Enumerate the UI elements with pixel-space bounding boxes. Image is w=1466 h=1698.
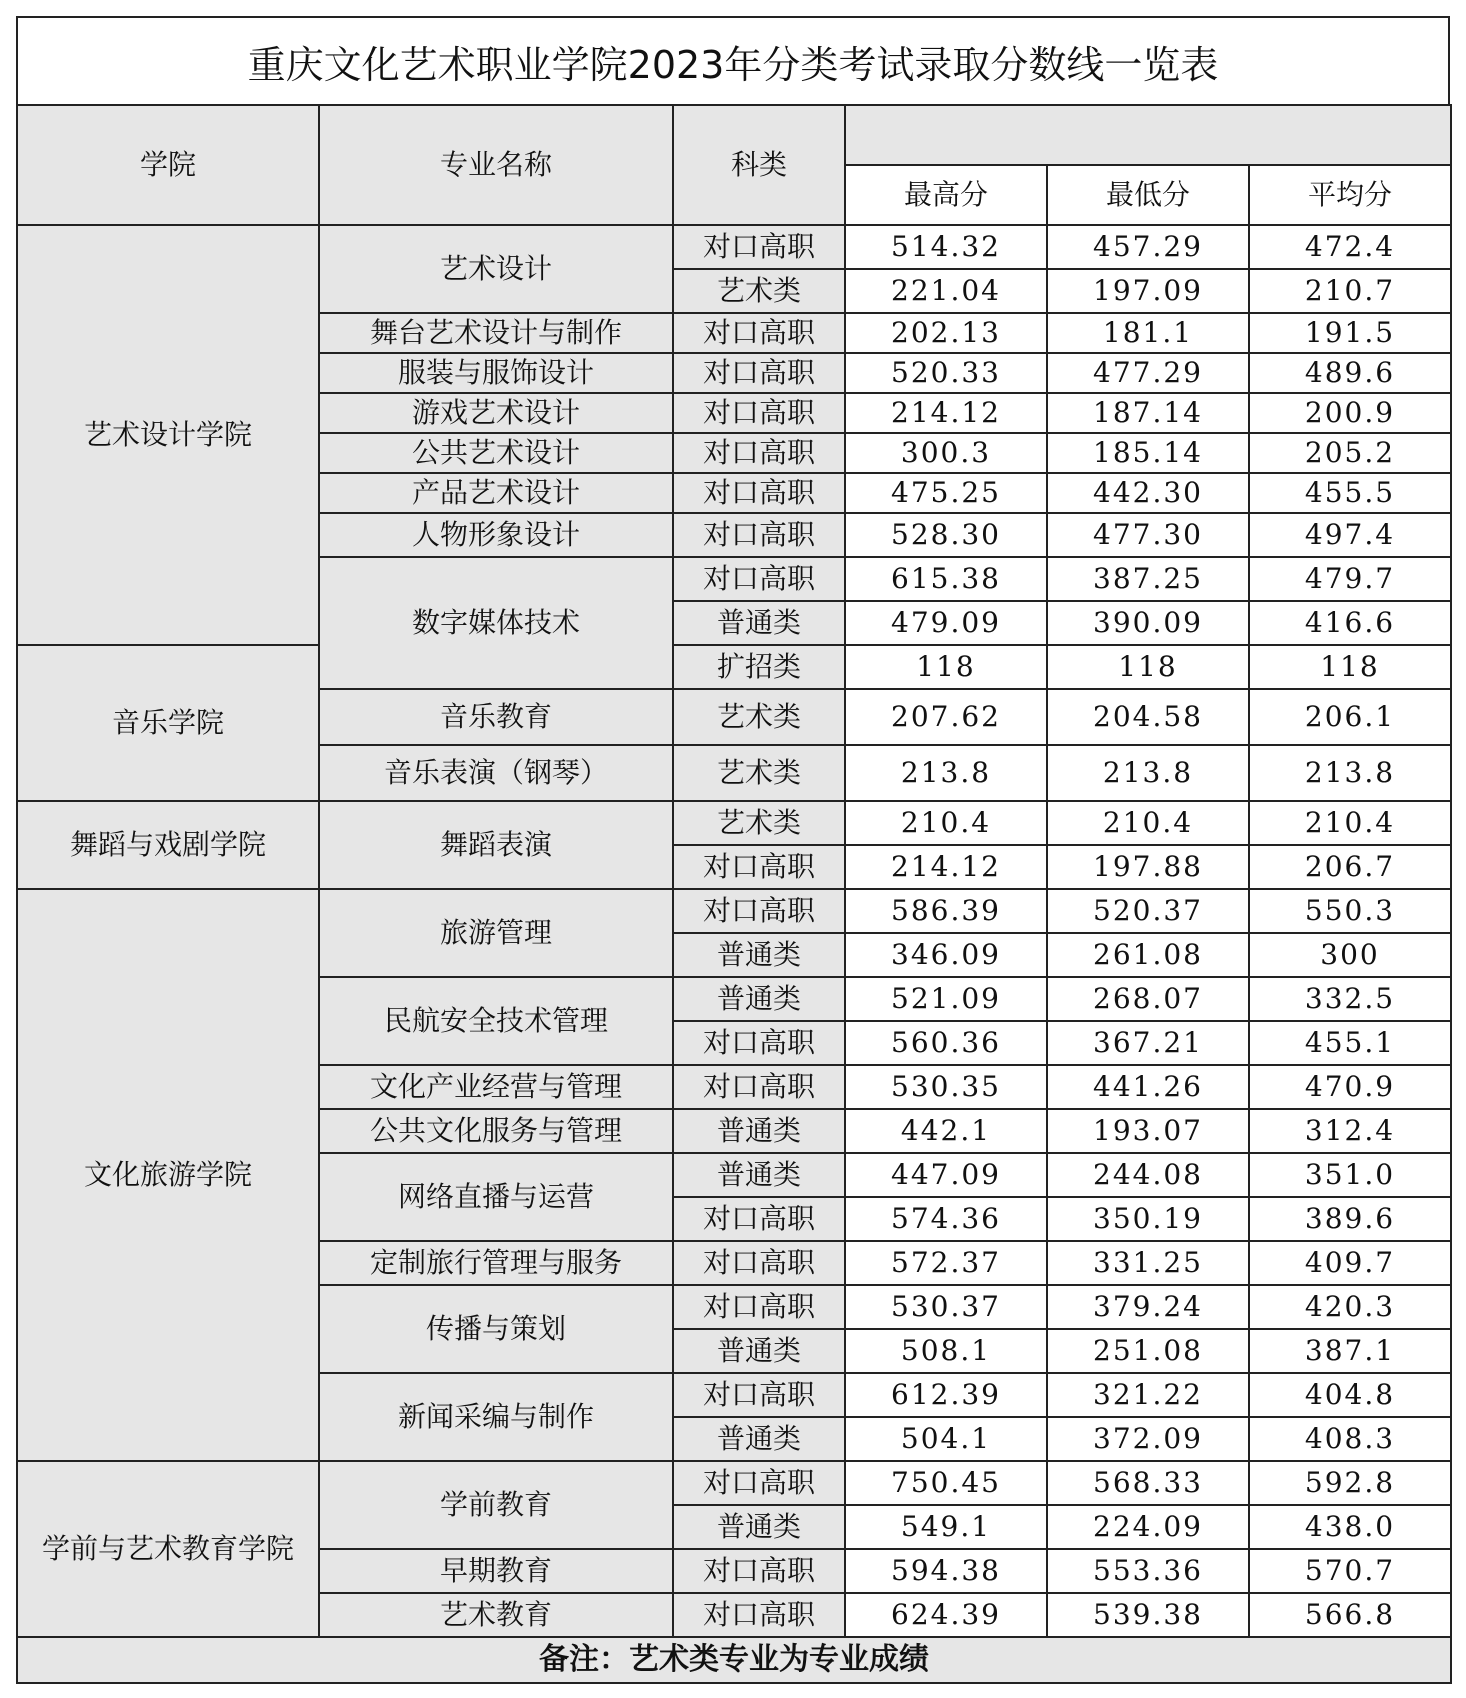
category-cell: 艺术类	[673, 689, 845, 745]
avg-cell: 332.5	[1249, 977, 1451, 1021]
min-cell: 379.24	[1047, 1285, 1249, 1329]
note-row	[17, 1637, 1451, 1683]
major-cell: 音乐表演（钢琴）	[319, 745, 673, 801]
category-cell: 对口高职	[673, 393, 845, 433]
avg-cell: 479.7	[1249, 557, 1451, 601]
min-cell: 553.36	[1047, 1549, 1249, 1593]
major-cell: 民航安全技术管理	[319, 977, 673, 1065]
min-cell: 539.38	[1047, 1593, 1249, 1637]
category-cell: 普通类	[673, 1329, 845, 1373]
major-cell: 数字媒体技术	[319, 557, 673, 689]
min-cell: 268.07	[1047, 977, 1249, 1021]
min-cell: 372.09	[1047, 1417, 1249, 1461]
major-cell: 音乐教育	[319, 689, 673, 745]
avg-cell: 351.0	[1249, 1153, 1451, 1197]
max-cell: 572.37	[845, 1241, 1047, 1285]
avg-cell: 210.4	[1249, 801, 1451, 845]
avg-cell: 550.3	[1249, 889, 1451, 933]
max-cell: 346.09	[845, 933, 1047, 977]
category-cell: 对口高职	[673, 1065, 845, 1109]
header-min: 最低分	[1047, 165, 1249, 225]
min-cell: 367.21	[1047, 1021, 1249, 1065]
major-cell: 人物形象设计	[319, 513, 673, 557]
min-cell: 118	[1047, 645, 1249, 689]
category-cell: 对口高职	[673, 225, 845, 269]
min-cell: 181.1	[1047, 313, 1249, 353]
min-cell: 210.4	[1047, 801, 1249, 845]
max-cell: 528.30	[845, 513, 1047, 557]
max-cell: 530.37	[845, 1285, 1047, 1329]
min-cell: 331.25	[1047, 1241, 1249, 1285]
max-cell: 202.13	[845, 313, 1047, 353]
major-cell: 网络直播与运营	[319, 1153, 673, 1241]
min-cell: 520.37	[1047, 889, 1249, 933]
category-cell: 对口高职	[673, 1461, 845, 1505]
major-cell: 早期教育	[319, 1549, 673, 1593]
avg-cell: 387.1	[1249, 1329, 1451, 1373]
category-cell: 普通类	[673, 601, 845, 645]
max-cell: 574.36	[845, 1197, 1047, 1241]
college-cell: 舞蹈与戏剧学院	[17, 801, 319, 889]
category-cell: 对口高职	[673, 845, 845, 889]
max-cell: 214.12	[845, 393, 1047, 433]
major-cell: 定制旅行管理与服务	[319, 1241, 673, 1285]
category-cell: 扩招类	[673, 645, 845, 689]
avg-cell: 592.8	[1249, 1461, 1451, 1505]
max-cell: 221.04	[845, 269, 1047, 313]
max-cell: 504.1	[845, 1417, 1047, 1461]
min-cell: 204.58	[1047, 689, 1249, 745]
major-cell: 旅游管理	[319, 889, 673, 977]
category-cell: 对口高职	[673, 313, 845, 353]
avg-cell: 438.0	[1249, 1505, 1451, 1549]
min-cell: 457.29	[1047, 225, 1249, 269]
header-college: 学院	[17, 105, 319, 225]
major-cell: 舞台艺术设计与制作	[319, 313, 673, 353]
college-cell: 文化旅游学院	[17, 889, 319, 1461]
min-cell: 197.09	[1047, 269, 1249, 313]
avg-cell: 409.7	[1249, 1241, 1451, 1285]
avg-cell: 408.3	[1249, 1417, 1451, 1461]
table-row	[17, 1461, 1451, 1505]
header-max: 最高分	[845, 165, 1047, 225]
min-cell: 350.19	[1047, 1197, 1249, 1241]
max-cell: 118	[845, 645, 1047, 689]
min-cell: 224.09	[1047, 1505, 1249, 1549]
avg-cell: 416.6	[1249, 601, 1451, 645]
avg-cell: 570.7	[1249, 1549, 1451, 1593]
avg-cell: 497.4	[1249, 513, 1451, 557]
category-cell: 普通类	[673, 1505, 845, 1549]
avg-cell: 213.8	[1249, 745, 1451, 801]
max-cell: 624.39	[845, 1593, 1047, 1637]
college-cell: 音乐学院	[17, 645, 319, 801]
avg-cell: 206.1	[1249, 689, 1451, 745]
max-cell: 214.12	[845, 845, 1047, 889]
major-cell: 舞蹈表演	[319, 801, 673, 889]
major-cell: 艺术设计	[319, 225, 673, 313]
avg-cell: 191.5	[1249, 313, 1451, 353]
max-cell: 479.09	[845, 601, 1047, 645]
avg-cell: 118	[1249, 645, 1451, 689]
major-cell: 公共艺术设计	[319, 433, 673, 473]
college-cell: 学前与艺术教育学院	[17, 1461, 319, 1637]
min-cell: 251.08	[1047, 1329, 1249, 1373]
min-cell: 185.14	[1047, 433, 1249, 473]
major-cell: 传播与策划	[319, 1285, 673, 1373]
max-cell: 447.09	[845, 1153, 1047, 1197]
max-cell: 210.4	[845, 801, 1047, 845]
category-cell: 普通类	[673, 977, 845, 1021]
table-title: 重庆文化艺术职业学院2023年分类考试录取分数线一览表	[16, 16, 1450, 106]
category-cell: 对口高职	[673, 1285, 845, 1329]
category-cell: 普通类	[673, 1417, 845, 1461]
category-cell: 对口高职	[673, 889, 845, 933]
avg-cell: 205.2	[1249, 433, 1451, 473]
max-cell: 514.32	[845, 225, 1047, 269]
max-cell: 586.39	[845, 889, 1047, 933]
max-cell: 520.33	[845, 353, 1047, 393]
major-cell: 产品艺术设计	[319, 473, 673, 513]
category-cell: 对口高职	[673, 473, 845, 513]
category-cell: 普通类	[673, 933, 845, 977]
table-row	[17, 801, 1451, 845]
min-cell: 442.30	[1047, 473, 1249, 513]
header-avg: 平均分	[1249, 165, 1451, 225]
major-cell: 新闻采编与制作	[319, 1373, 673, 1461]
min-cell: 477.29	[1047, 353, 1249, 393]
category-cell: 普通类	[673, 1109, 845, 1153]
min-cell: 193.07	[1047, 1109, 1249, 1153]
category-cell: 对口高职	[673, 1197, 845, 1241]
header-category: 科类	[673, 105, 845, 225]
college-cell: 艺术设计学院	[17, 225, 319, 645]
max-cell: 750.45	[845, 1461, 1047, 1505]
max-cell: 560.36	[845, 1021, 1047, 1065]
min-cell: 568.33	[1047, 1461, 1249, 1505]
avg-cell: 200.9	[1249, 393, 1451, 433]
max-cell: 213.8	[845, 745, 1047, 801]
max-cell: 442.1	[845, 1109, 1047, 1153]
category-cell: 艺术类	[673, 269, 845, 313]
min-cell: 197.88	[1047, 845, 1249, 889]
min-cell: 213.8	[1047, 745, 1249, 801]
max-cell: 521.09	[845, 977, 1047, 1021]
score-table	[16, 104, 1452, 1684]
category-cell: 对口高职	[673, 433, 845, 473]
category-cell: 艺术类	[673, 801, 845, 845]
avg-cell: 455.5	[1249, 473, 1451, 513]
max-cell: 615.38	[845, 557, 1047, 601]
avg-cell: 420.3	[1249, 1285, 1451, 1329]
avg-cell: 489.6	[1249, 353, 1451, 393]
avg-cell: 206.7	[1249, 845, 1451, 889]
major-cell: 艺术教育	[319, 1593, 673, 1637]
category-cell: 普通类	[673, 1153, 845, 1197]
min-cell: 441.26	[1047, 1065, 1249, 1109]
max-cell: 508.1	[845, 1329, 1047, 1373]
min-cell: 321.22	[1047, 1373, 1249, 1417]
major-cell: 服装与服饰设计	[319, 353, 673, 393]
max-cell: 475.25	[845, 473, 1047, 513]
category-cell: 对口高职	[673, 1549, 845, 1593]
category-cell: 对口高职	[673, 1241, 845, 1285]
avg-cell: 389.6	[1249, 1197, 1451, 1241]
min-cell: 387.25	[1047, 557, 1249, 601]
table-row	[17, 889, 1451, 933]
avg-cell: 210.7	[1249, 269, 1451, 313]
min-cell: 477.30	[1047, 513, 1249, 557]
category-cell: 对口高职	[673, 353, 845, 393]
max-cell: 594.38	[845, 1549, 1047, 1593]
major-cell: 文化产业经营与管理	[319, 1065, 673, 1109]
avg-cell: 470.9	[1249, 1065, 1451, 1109]
max-cell: 300.3	[845, 433, 1047, 473]
min-cell: 261.08	[1047, 933, 1249, 977]
table-row	[17, 225, 1451, 269]
header-major: 专业名称	[319, 105, 673, 225]
max-cell: 530.35	[845, 1065, 1047, 1109]
avg-cell: 312.4	[1249, 1109, 1451, 1153]
avg-cell: 566.8	[1249, 1593, 1451, 1637]
max-cell: 207.62	[845, 689, 1047, 745]
major-cell: 学前教育	[319, 1461, 673, 1549]
footnote: 备注：艺术类专业为专业成绩	[17, 1637, 1451, 1683]
category-cell: 对口高职	[673, 1021, 845, 1065]
category-cell: 对口高职	[673, 1593, 845, 1637]
category-cell: 对口高职	[673, 1373, 845, 1417]
min-cell: 244.08	[1047, 1153, 1249, 1197]
category-cell: 艺术类	[673, 745, 845, 801]
avg-cell: 455.1	[1249, 1021, 1451, 1065]
min-cell: 390.09	[1047, 601, 1249, 645]
category-cell: 对口高职	[673, 513, 845, 557]
table-row	[17, 645, 1451, 689]
header-score-group	[845, 105, 1451, 165]
max-cell: 549.1	[845, 1505, 1047, 1549]
category-cell: 对口高职	[673, 557, 845, 601]
min-cell: 187.14	[1047, 393, 1249, 433]
score-sheet	[16, 16, 1450, 1682]
major-cell: 公共文化服务与管理	[319, 1109, 673, 1153]
avg-cell: 472.4	[1249, 225, 1451, 269]
major-cell: 游戏艺术设计	[319, 393, 673, 433]
max-cell: 612.39	[845, 1373, 1047, 1417]
avg-cell: 300	[1249, 933, 1451, 977]
avg-cell: 404.8	[1249, 1373, 1451, 1417]
